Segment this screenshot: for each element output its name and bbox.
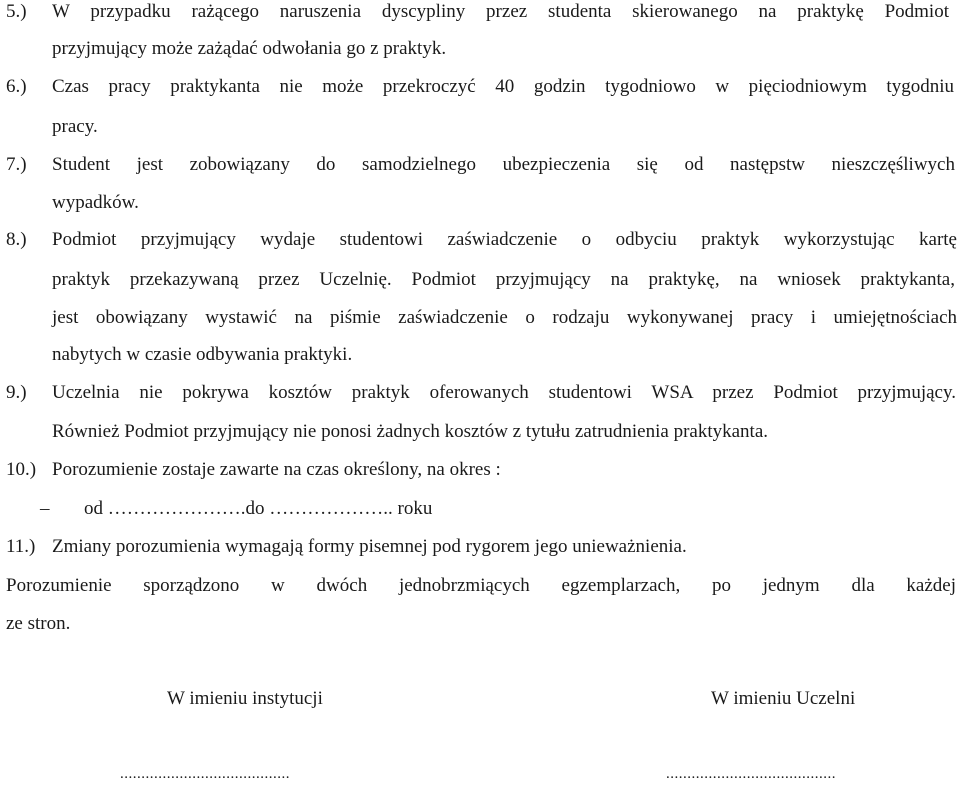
closing-line: Porozumienie sporządzono w dwóch jednobrzmiących egzemplarzach, po jednym dla każdej	[6, 575, 956, 596]
signature-line-institution: ........................................	[120, 766, 290, 782]
item-text-line: przyjmujący może zażądać odwołania go z praktyk.	[52, 38, 447, 59]
term-dash: –	[40, 498, 50, 519]
item-text-line: Student jest zobowiązany do samodzielnego ubezpieczenia się od następstw nieszczęśliwych	[52, 154, 955, 175]
signature-label-institution: W imieniu instytucji	[167, 688, 323, 709]
signature-label-university: W imieniu Uczelni	[711, 688, 856, 709]
item-text-line: pracy.	[52, 116, 98, 137]
item-number: 7.)	[6, 154, 27, 175]
item-number: 8.)	[6, 229, 27, 250]
item-number: 11.)	[6, 536, 36, 557]
signature-line-university: ........................................	[666, 766, 836, 782]
term-line: od ………………….do ……………….. roku	[84, 498, 433, 519]
item-text-line: Również Podmiot przyjmujący nie ponosi żadnych kosztów z tytułu zatrudnienia praktykanta.	[52, 421, 769, 442]
item-text-line: Zmiany porozumienia wymagają formy pisemnej pod rygorem jego unieważnienia.	[52, 536, 687, 557]
item-number: 9.)	[6, 382, 27, 403]
item-text-line: W przypadku rażącego naruszenia dyscypliny przez studenta skierowanego na praktykę Podmiot	[52, 1, 949, 22]
closing-line: ze stron.	[6, 613, 71, 634]
item-text-line: jest obowiązany wystawić na piśmie zaświadczenie o rodzaju wykonywanej pracy i umiejętnościach	[52, 307, 957, 328]
item-text-line: praktyk przekazywaną przez Uczelnię. Podmiot przyjmujący na praktykę, na wniosek praktykanta,	[52, 269, 955, 290]
item-text-line: nabytych w czasie odbywania praktyki.	[52, 344, 353, 365]
item-number: 5.)	[6, 1, 27, 22]
item-number: 6.)	[6, 76, 27, 97]
item-text-line: wypadków.	[52, 192, 139, 213]
item-text-line: Czas pracy praktykanta nie może przekroczyć 40 godzin tygodniowo w pięciodniowym tygodniu	[52, 76, 954, 97]
item-text-line: Uczelnia nie pokrywa kosztów praktyk oferowanych studentowi WSA przez Podmiot przyjmujący.	[52, 382, 956, 403]
item-text-line: Porozumienie zostaje zawarte na czas określony, na okres :	[52, 459, 501, 480]
item-number: 10.)	[6, 459, 37, 480]
item-text-line: Podmiot przyjmujący wydaje studentowi zaświadczenie o odbyciu praktyk wykorzystując kartę	[52, 229, 957, 250]
